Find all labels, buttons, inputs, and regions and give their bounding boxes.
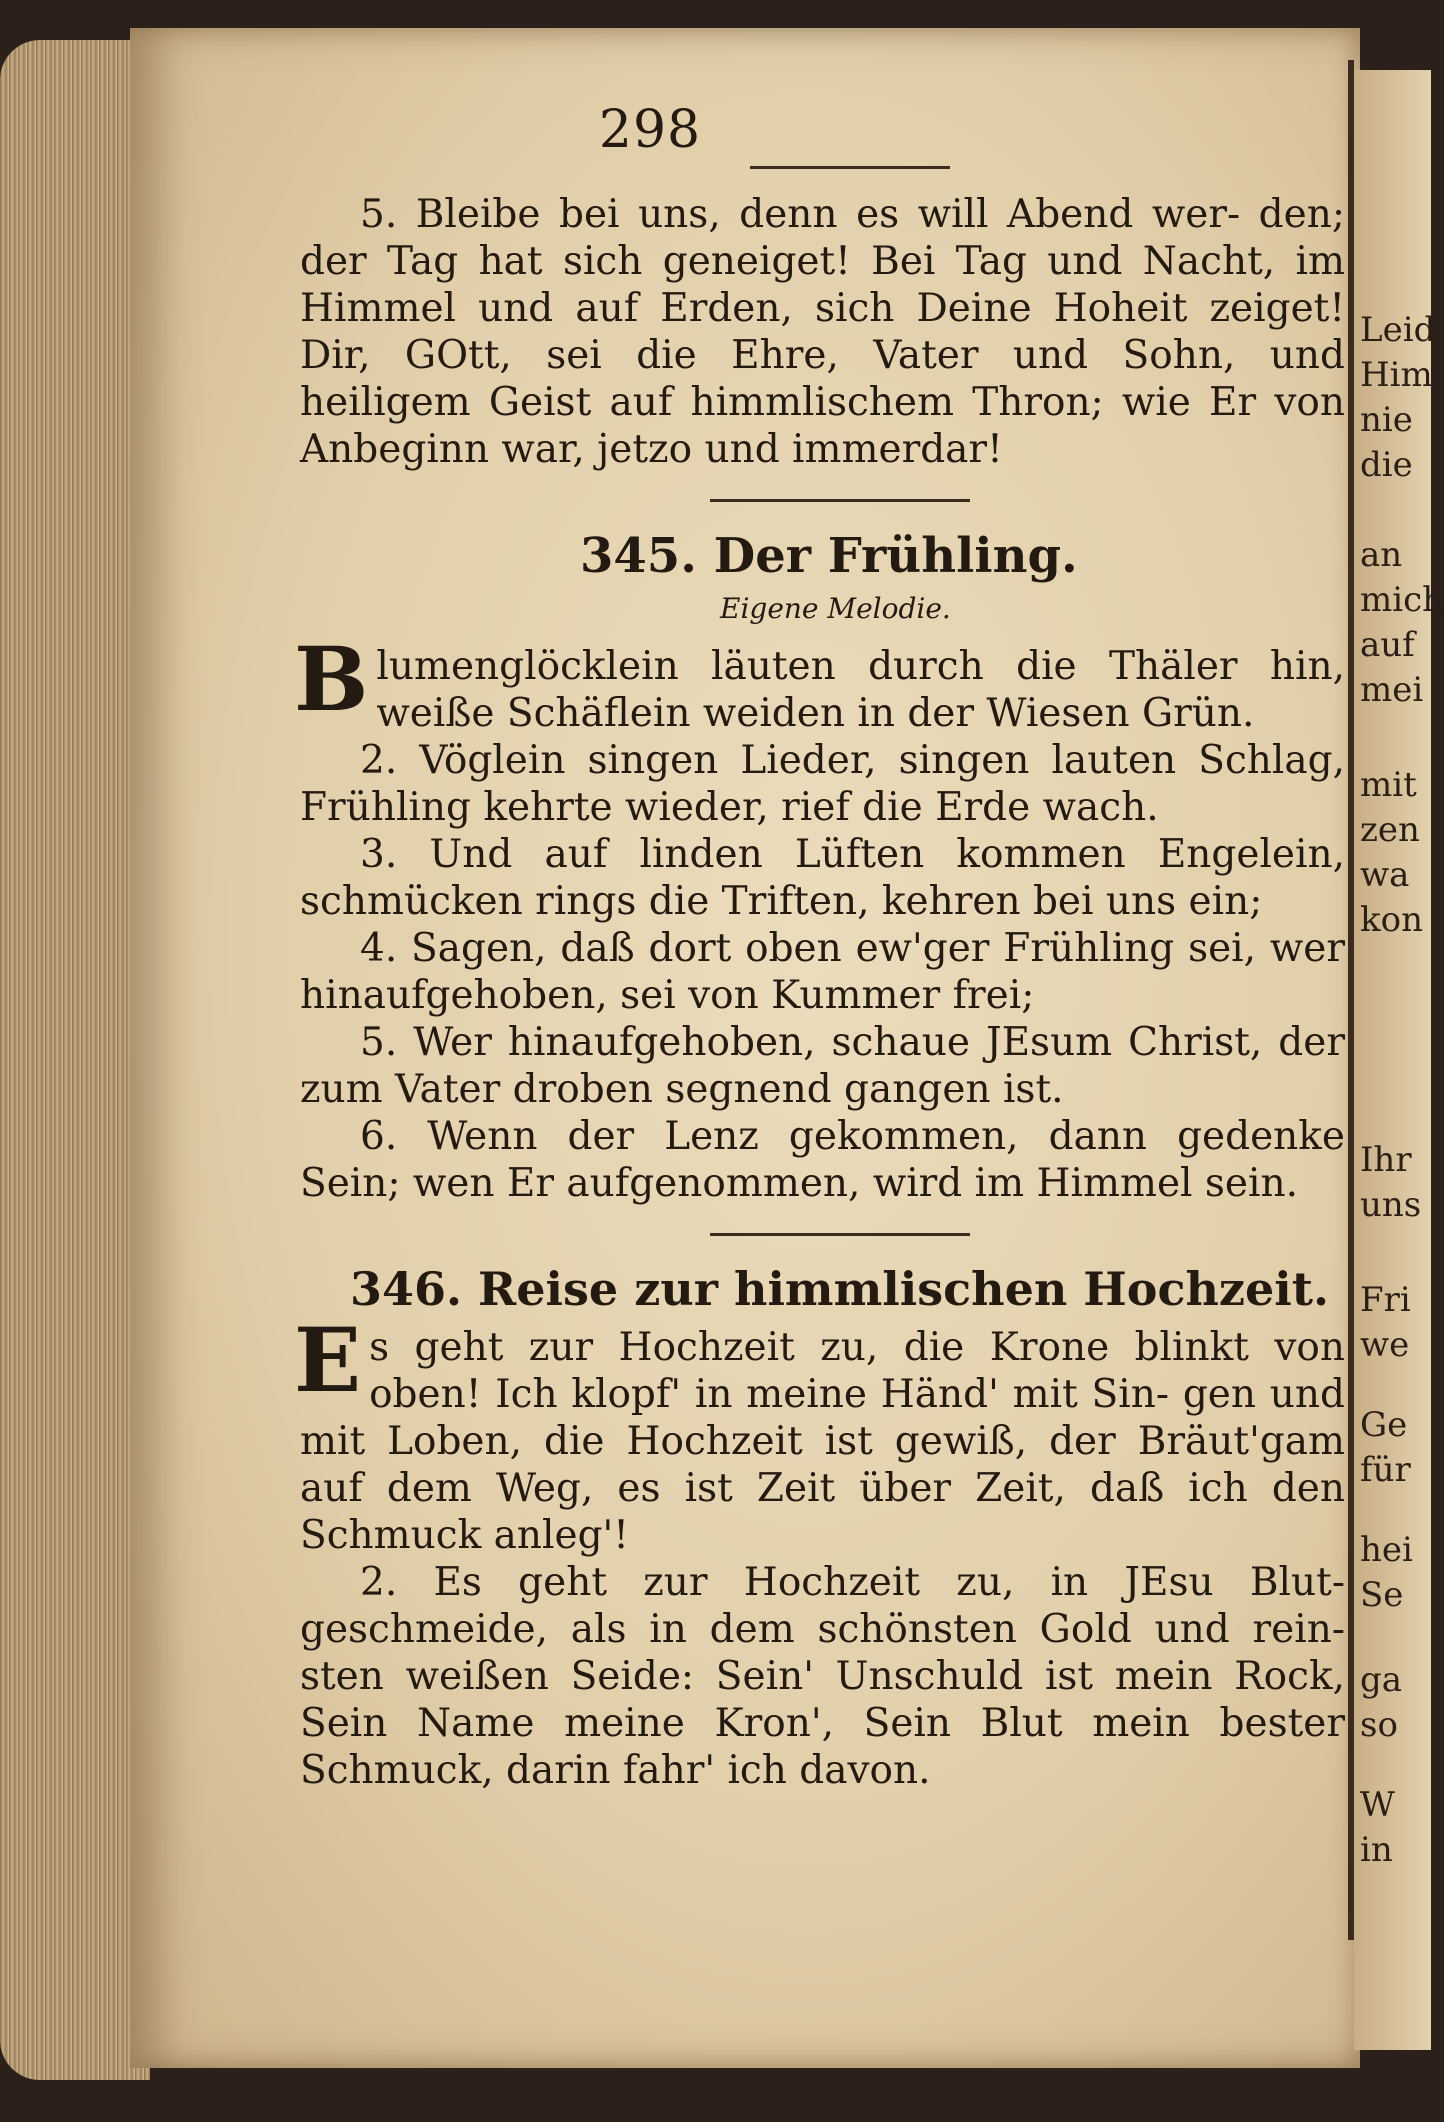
hymn-345-verse-5: 5. Wer hinaufgehoben, schaue JEsum Christ, der zum Vater droben segnend gangen ist.	[300, 1020, 1345, 1112]
page-number: 298	[598, 100, 702, 160]
hymn-345-verse-4: 4. Sagen, daß dort oben ew'ger Frühling sei, wer hinaufgehoben, sei von Kummer frei;	[300, 926, 1345, 1018]
hymn-345-verse-3: 3. Und auf linden Lüften kommen Engelein, schmücken rings die Triften, kehren bei uns ein;	[300, 832, 1345, 924]
fragment-text: Him	[1360, 355, 1433, 395]
fragment-text: mit	[1360, 765, 1417, 805]
fragment-text: uns	[1360, 1185, 1422, 1225]
fragment-text: an	[1360, 535, 1403, 575]
hymn-346-verse-1	[294, 1308, 1345, 1559]
fragment-text: W	[1360, 1785, 1395, 1825]
fragment-text: Leid	[1360, 310, 1436, 350]
fragment-text: zen	[1360, 810, 1420, 850]
hymn-346-verse-1-text: s geht zur Hochzeit zu, die Krone blinkt von oben! Ich klopf' in meine Händ' mit Sin- gen und mit Loben, die Hochzeit ist gewiß, der Bräut'gam auf dem Weg, es ist Zeit über Zeit, daß ich den Schmuck anleg'!	[300, 1325, 1345, 1558]
section-divider	[710, 1233, 970, 1236]
hymn-345-verse-2: 2. Vöglein singen Lieder, singen lauten Schlag, Frühling kehrte wieder, rief die Erde wach.	[300, 738, 1345, 830]
hymn-346-verse-2: 2. Es geht zur Hochzeit zu, in JEsu Blut- geschmeide, als in dem schönsten Gold und rein- sten weißen Seide: Sein' Unschuld ist mein Rock, Sein Name meine Kron', Sein Blut mein bester Schmuck, darin fahr' ich davon.	[300, 1560, 1345, 1793]
fragment-text: die	[1360, 445, 1413, 485]
hymn-345-verse-1-text: lumenglöcklein läuten durch die Thäler hin, weiße Schäflein weiden in der Wiesen Grün.	[376, 644, 1345, 736]
fragment-text: we	[1360, 1325, 1410, 1365]
fragment-text: ga	[1360, 1660, 1403, 1700]
fragment-text: so	[1360, 1705, 1398, 1745]
fragment-text: hei	[1360, 1530, 1413, 1570]
hymn-346-title: 346. Reise zur himmlischen Hochzeit.	[350, 1262, 1330, 1316]
section-divider	[710, 499, 970, 502]
fragment-text: in	[1360, 1830, 1393, 1870]
fragment-text: auf	[1360, 625, 1415, 665]
fragment-text: nie	[1360, 400, 1413, 440]
fragment-text: Fri	[1360, 1280, 1411, 1320]
fragment-text: Ihr	[1360, 1140, 1412, 1180]
fragment-text: kon	[1360, 900, 1423, 940]
fragment-text: Ge	[1360, 1405, 1408, 1445]
fragment-text: für	[1360, 1450, 1411, 1490]
book-page-edges	[0, 40, 150, 2080]
adjacent-page-fragment	[1354, 70, 1444, 2050]
page-number-rule	[750, 166, 950, 169]
hymn-345-melody: Eigene Melodie.	[720, 592, 951, 625]
page-content	[294, 100, 1345, 1794]
hymn-345-verse-1	[294, 627, 1345, 737]
fragment-text: Se	[1360, 1575, 1404, 1615]
hymn-345-title: 345. Der Frühling.	[580, 528, 1078, 584]
fragment-text: mei	[1360, 670, 1424, 710]
hymn-345-dropcap: B	[294, 627, 369, 731]
fragment-text: mich	[1360, 580, 1444, 620]
fragment-text: wa	[1360, 855, 1410, 895]
hymn-345-verse-6: 6. Wenn der Lenz gekommen, dann gedenke Sein; wen Er aufgenommen, wird im Himmel sein.	[300, 1114, 1345, 1206]
hymn-344-verse-5: 5. Bleibe bei uns, denn es will Abend wer- den; der Tag hat sich geneiget! Bei Tag und Nacht, im Himmel und auf Erden, sich Deine Hoheit zeiget! Dir, GOtt, sei die Ehre, Vater und Sohn, und heiligem Geist auf himmlischem Thron; wie Er von Anbeginn war, jetzo und immerdar!	[300, 192, 1345, 472]
hymn-346-dropcap: E	[294, 1308, 362, 1412]
